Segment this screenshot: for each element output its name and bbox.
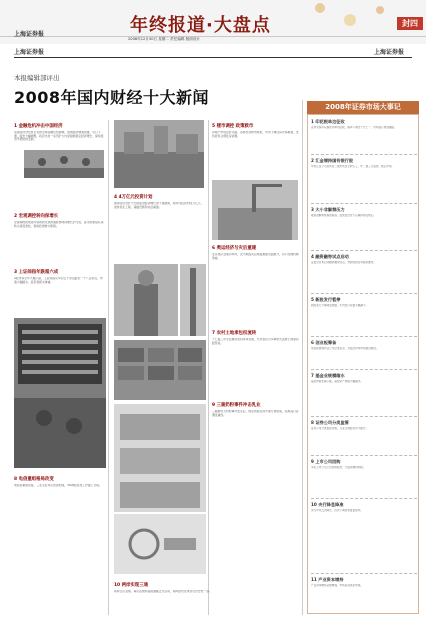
news-8-title: 8 电信重组格局改变 xyxy=(14,477,54,482)
photo-tower xyxy=(180,264,206,336)
sidebar-item-7-title: 7 基金业规模缩水 xyxy=(311,373,345,378)
sidebar-divider xyxy=(311,498,417,499)
sidebar-item-1-text: 证券交易印花税改为单边征收，税率下调至千分之一，市场信心得到提振。 xyxy=(311,126,397,129)
news-3-title: 3 上证综指年跌超六成 xyxy=(14,270,59,275)
news-5-text: 房地产市场量价齐跌，各地出台救市政策，中央下调住房交易税费，支持居民合理住房消费。 xyxy=(212,131,299,138)
news-6-title: 6 奥运经济与灾后重建 xyxy=(212,246,257,251)
news-4-title: 4 4万亿元投资计划 xyxy=(114,195,153,200)
kicker: 本报编辑部评出 xyxy=(14,74,60,82)
sidebar-divider xyxy=(311,250,417,251)
sidebar-divider xyxy=(311,416,417,417)
sidebar-divider xyxy=(311,369,417,370)
column-divider xyxy=(208,120,209,615)
header-rule xyxy=(14,57,412,58)
sidebar-item-7-text: 基金净值普遍下跌，基金资产规模大幅缩水。 xyxy=(311,380,363,383)
sidebar-item-10-title: 10 央行降息降准 xyxy=(311,502,344,507)
photo-dairy-shelf xyxy=(114,404,206,512)
news-6-text: 北京奥运会成功举办，汶川地震灾后恢复重建全面展开，对口支援机制形成。 xyxy=(212,253,299,260)
news-10-text: 两岸空运直航、海运直航和直接通邮正式启动，两岸经贸往来迈出历史性一步。 xyxy=(114,590,212,593)
masthead-brand: 上海证券报 xyxy=(14,31,45,38)
news-1-title: 1 金融危机冲击中国经济 xyxy=(14,124,63,129)
news-2-title: 2 宏观调控转向保增长 xyxy=(14,214,59,219)
news-5-title: 5 楼市调控 政策救市 xyxy=(212,124,254,129)
news-10-title: 10 两岸实现三通 xyxy=(114,583,148,588)
page-number-badge: 封四 xyxy=(397,17,423,30)
news-9-text: 三鹿婴幼儿奶粉事件发生后，国家质检总局开展专项检查，乳制品行业遭受重创。 xyxy=(212,410,299,417)
photo-telecom-logo xyxy=(114,514,206,574)
sidebar-item-6-title: 6 创业板筹备 xyxy=(311,340,337,345)
sidebar-item-2-text: 中央汇金公司宣布在二级市场自主购入工、中、建三行股票，稳定市场。 xyxy=(311,165,394,168)
news-1-text: 受美国次贷危机引发的全球金融危机影响，我国经济增速放缓，出口下滑，股市大幅调整，政府出台一系列扩大内需措施稳定经济增长，保持经济平稳较快发展。 xyxy=(14,131,104,142)
sidebar-item-1-title: 1 印花税单边征收 xyxy=(311,119,345,124)
sidebar-item-2-title: 2 汇金增持国有银行股 xyxy=(311,158,354,163)
sidebar-divider xyxy=(311,203,417,204)
photo-factory xyxy=(114,120,204,188)
sidebar-item-9-title: 9 上市公司回购 xyxy=(311,459,341,464)
header-brand-right: 上海证券报 xyxy=(374,49,405,56)
sidebar-item-11-text: 产业资本增持意愿增强，市场底部逐步形成。 xyxy=(311,584,363,587)
sidebar-item-8-text: 证券公司分类监管实施，行业合规经营水平提升。 xyxy=(311,427,369,430)
page-headline: 2008年国内财经十大新闻 xyxy=(14,88,210,107)
sidebar-item-4-text: 证监会宣布启动融资融券试点，券商创新业务稳步推进。 xyxy=(311,261,376,264)
sidebar-item-6-text: 创业板管理办法公开征求意见，多层次资本市场建设推进。 xyxy=(311,347,379,350)
sidebar-item-8-title: 8 证券公司分类监管 xyxy=(311,420,349,425)
photo-containers xyxy=(114,340,206,400)
sidebar-item-4-title: 4 融资融券试点启动 xyxy=(311,254,349,259)
sidebar-item-3-text: 限售股解禁规模创新高，监管层出台大宗减持相关规定。 xyxy=(311,214,376,217)
news-4-text: 国务院出台扩大内需促进经济增长的十项措施，两年内投资约四万亿元，加快民生工程、基础设施和灾后重建。 xyxy=(114,202,204,209)
sidebar-item-11-title: 11 产业资本增持 xyxy=(311,577,344,582)
sidebar-item-9-text: 多家上市公司公告回购股份，大股东增持积极。 xyxy=(311,466,366,469)
masthead-banner xyxy=(0,0,426,44)
photo-ticker-board xyxy=(14,318,106,468)
news-8-text: 电信业重组完成，三家全业务运营商形成，3G牌照发放工作提上日程。 xyxy=(14,484,102,487)
sidebar-divider xyxy=(311,336,417,337)
sidebar-item-5-title: 5 新股发行暂停 xyxy=(311,297,341,302)
news-2-text: 宏观调控政策由年初的防过热防通胀转向保增长扩内需，货币政策由从紧转为适度宽松，财政政策转为积极。 xyxy=(14,221,104,228)
sidebar-item-3-title: 3 大小非解禁压力 xyxy=(311,207,345,212)
sidebar-header: 2008年证券市场大事记 xyxy=(307,101,419,114)
sidebar-divider xyxy=(311,293,417,294)
sidebar-divider xyxy=(311,455,417,456)
sidebar-item-10-text: 央行年内五次降息、四次下调存款准备金率。 xyxy=(311,509,363,512)
photo-crowd xyxy=(24,150,104,178)
news-9-title: 9 三鹿奶粉事件冲击乳业 xyxy=(212,403,261,408)
news-7-text: 十七届三中全会推进农村改革发展，允许农民以多种形式流转土地承包经营权。 xyxy=(212,338,299,345)
sidebar-divider xyxy=(311,573,417,574)
photo-construction xyxy=(212,180,298,240)
column-divider xyxy=(302,100,303,615)
banner-dateline: 2008年12月30日 星期二 责任编辑 版面设计 xyxy=(128,37,201,41)
photo-worker xyxy=(114,264,178,336)
banner-title: 年终报道·大盘点 xyxy=(130,15,271,36)
header-brand: 上海证券报 xyxy=(14,49,45,56)
column-divider xyxy=(108,120,109,615)
sidebar-divider xyxy=(311,154,417,155)
sidebar-item-5-text: 新股发行节奏明显放缓，年内发行家数大幅减少。 xyxy=(311,304,369,307)
news-3-text: A股市场全年大幅下跌，上证综指从年初五千余点跌至一千八百余点，市值大幅缩水，投资者损失惨重。 xyxy=(14,277,103,284)
news-7-title: 7 农村土地承包权流转 xyxy=(212,331,257,336)
